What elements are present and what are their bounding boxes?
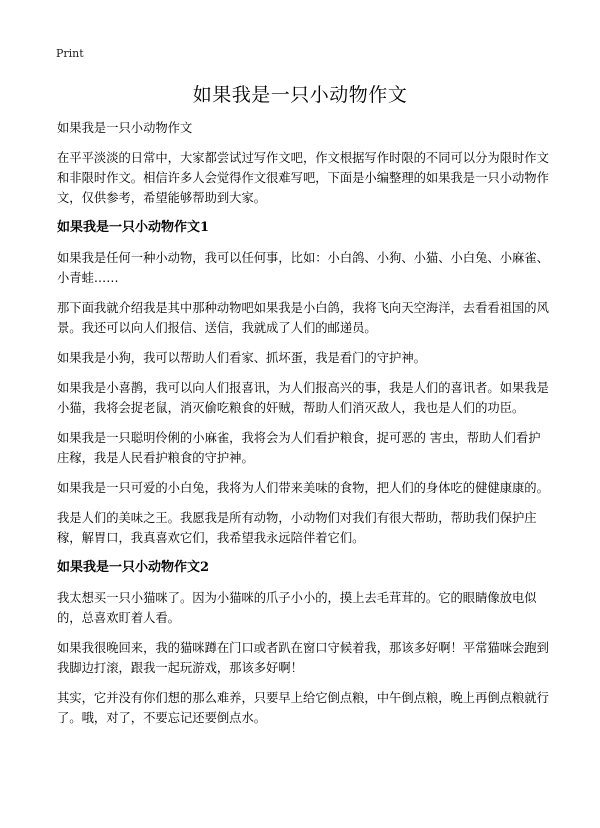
paragraph: 那下面我就介绍我是其中那种动物吧如果我是小白鸽，我将飞向天空海洋，去看看祖国的风景。我还可以向人们报信、送信，我就成了人们的邮递员。 — [57, 301, 549, 335]
paragraph: 如果我是小狗，我可以帮助人们看家、抓坏蛋，我是看门的守护神。 — [57, 351, 426, 365]
paragraph: 如果我是小喜鹊，我可以向人们报喜讯，为人们报高兴的事，我是人们的喜讯者。如果我是小猫，我将会捉老鼠，消灭偷吃粮食的奸贼，帮助人们消灭敌人，我也是人们的功臣。 — [57, 381, 549, 415]
article-subtitle: 如果我是一只小动物作文 — [57, 121, 193, 135]
paragraph: 如果我是任何一种小动物，我可以任何事，比如：小白鸽、小狗、小猫、小白兔、小麻雀、小青蛙…… — [57, 251, 549, 285]
paragraph: 我太想买一只小猫咪了。因为小猫咪的爪子小小的，摸上去毛茸茸的。它的眼睛像放电似的，总喜欢盯着人看。 — [57, 591, 537, 625]
page-title: 如果我是一只小动物作文 — [192, 84, 408, 106]
paragraph: 其实，它并没有你们想的那么难养，只要早上给它倒点粮，中午倒点粮，晚上再倒点粮就行了。哦，对了，不要忘记还要倒点水。 — [57, 691, 549, 725]
article-body — [57, 118, 550, 738]
section-heading-1: 如果我是一只小动物作文1 — [57, 220, 210, 235]
paragraph: 如果我很晚回来，我的猫咪蹲在门口或者趴在窗口守候着我，那该多好啊！平常猫咪会跑到我脚边打滚，跟我一起玩游戏，那该多好啊！ — [57, 641, 549, 675]
paragraph: 如果我是一只可爱的小白兔，我将为人们带来美味的食物，把人们的身体吃的健健康康的。 — [57, 481, 549, 495]
section-heading-2: 如果我是一只小动物作文2 — [57, 560, 210, 575]
print-label: Print — [56, 47, 84, 60]
paragraph: 如果我是一只聪明伶俐的小麻雀，我将会为人们看护粮食，捉可恶的 害虫，帮助人们看护庄稼，我是人民看护粮食的守护神。 — [57, 431, 541, 465]
paragraph: 我是人们的美味之王。我愿我是所有动物，小动物们对我们有很大帮助，帮助我们保护庄稼，解胃口，我真喜欢它们，我希望我永远陪伴着它们。 — [57, 511, 537, 545]
intro-paragraph: 在平平淡淡的日常中，大家都尝试过写作文吧，作文根据写作时限的不同可以分为限时作文和非限时作文。相信许多人会觉得作文很难写吧，下面是小编整理的如果我是一只小动物作文，仅供参考，希望能够帮助到大家。 — [57, 151, 549, 205]
